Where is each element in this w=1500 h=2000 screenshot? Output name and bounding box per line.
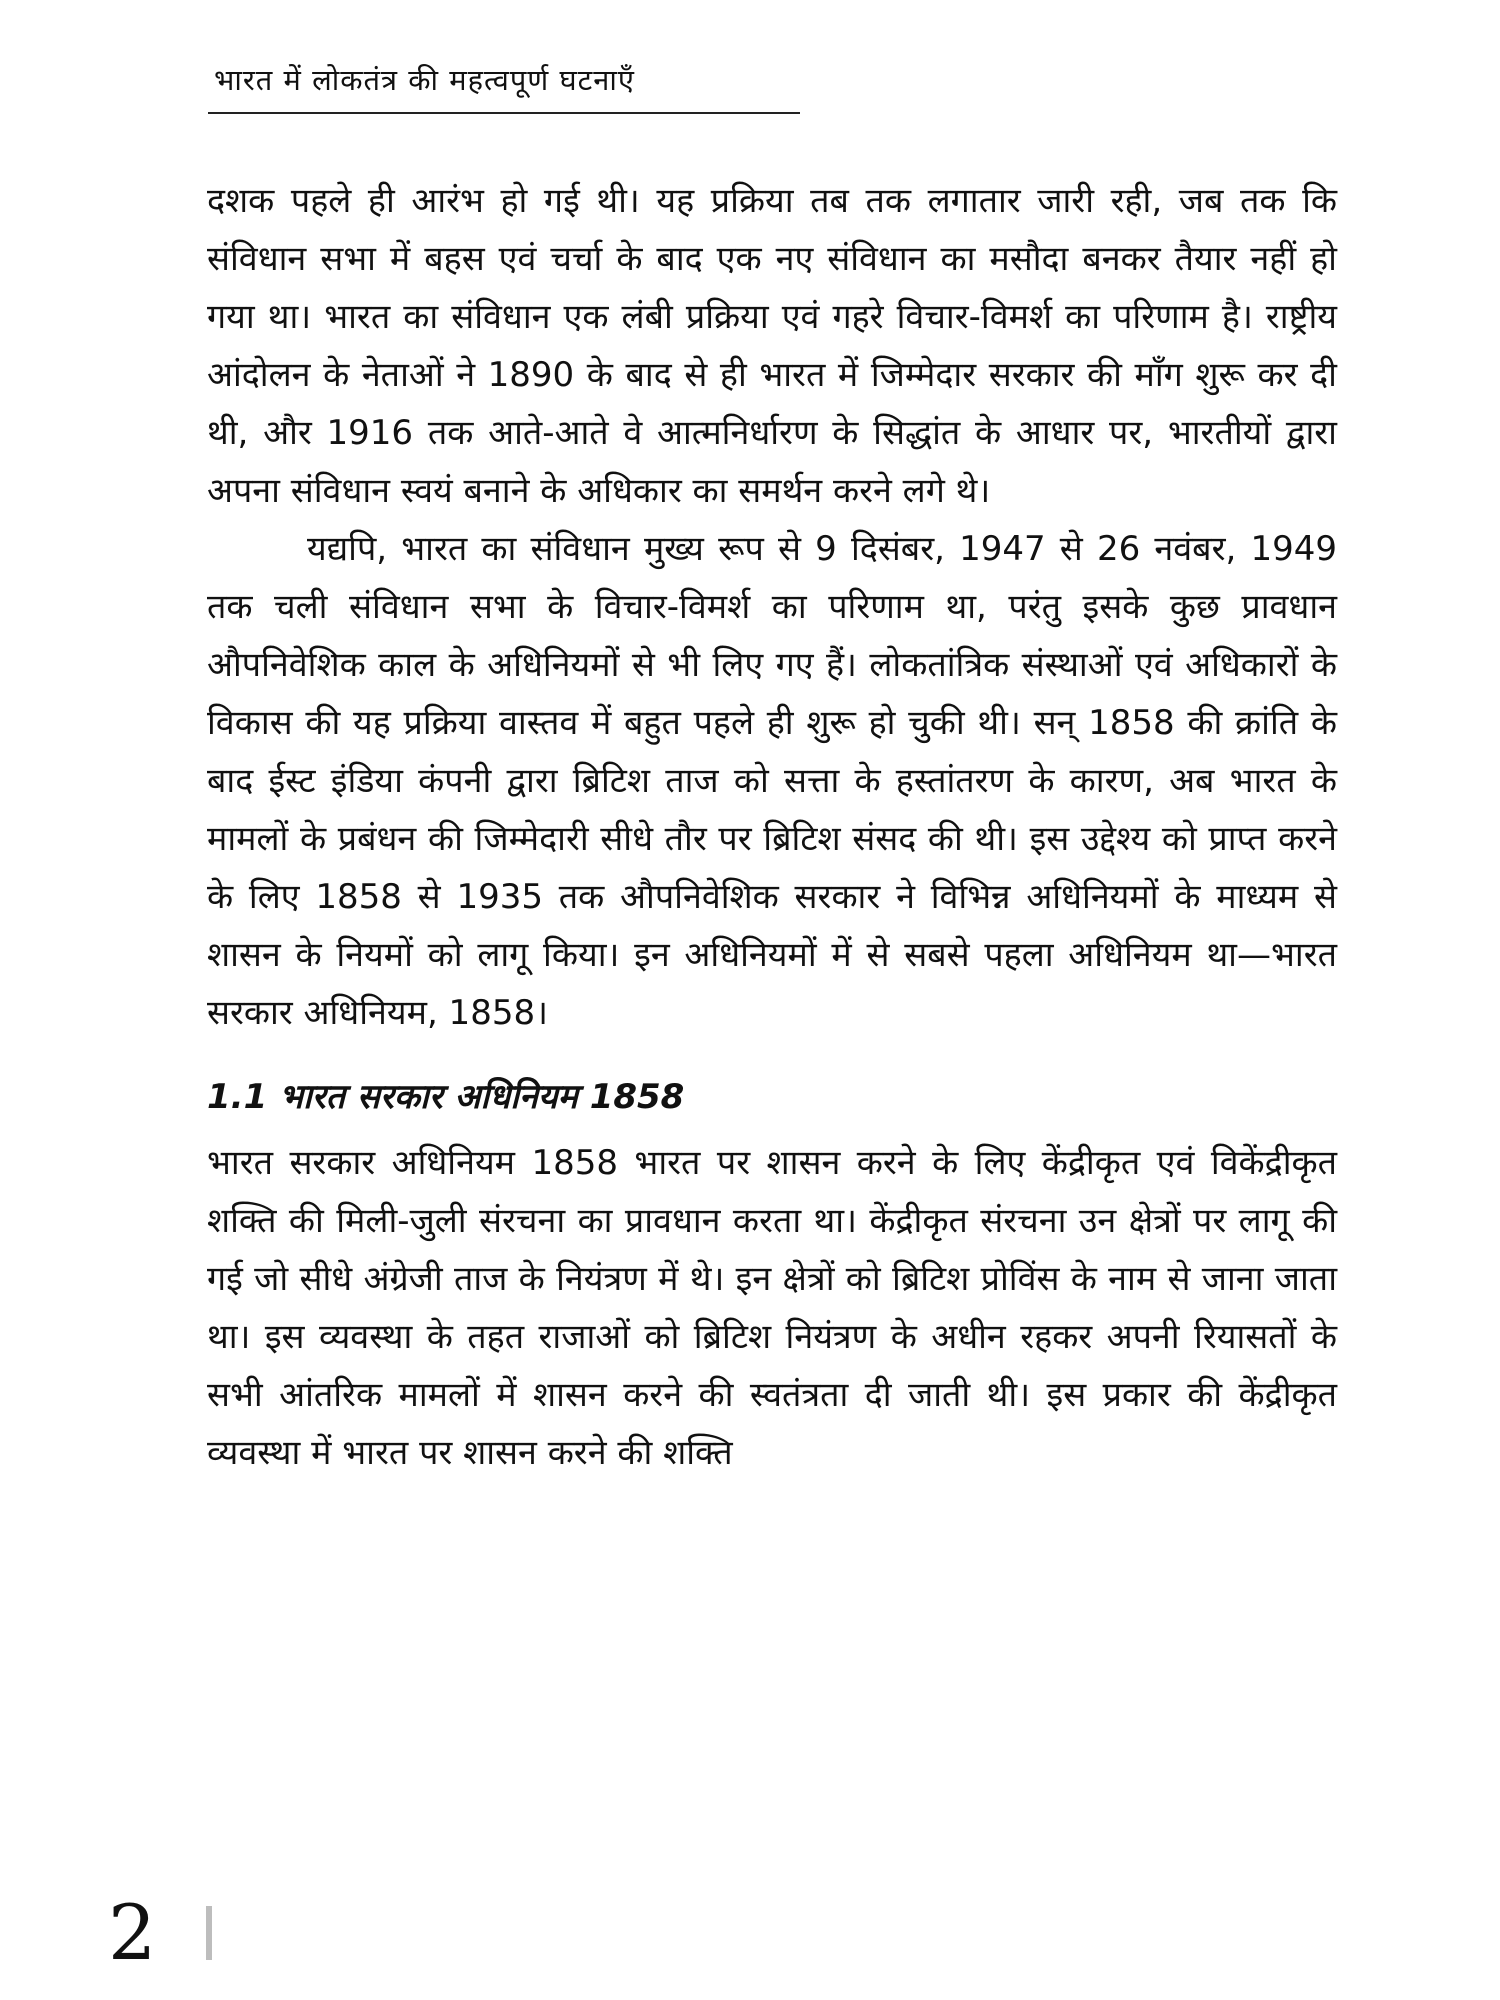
running-header-title: भारत में लोकतंत्र की महत्वपूर्ण घटनाएँ	[214, 63, 635, 97]
running-header	[208, 52, 800, 114]
body-paragraph-2: यद्यपि, भारत का संविधान मुख्य रूप से 9 दिसंबर, 1947 से 26 नवंबर, 1949 तक चली संविधान सभा के विचार-विमर्श का परिणाम था, परंतु इसके कुछ प्रावधान औपनिवेशिक काल के अधिनियमों से भी लिए गए हैं। लोकतांत्रिक संस्थाओं एवं अधिकारों के विकास की यह प्रक्रिया वास्तव में बहुत पहले ही शुरू हो चुकी थी। सन् 1858 की क्रांति के बाद ईस्ट इंडिया कंपनी द्वारा ब्रिटिश ताज को सत्ता के हस्तांतरण के कारण, अब भारत के मामलों के प्रबंधन की जिम्मेदारी सीधे तौर पर ब्रिटिश संसद की थी। इस उद्देश्य को प्राप्त करने के लिए 1858 से 1935 तक औपनिवेशिक सरकार ने विभिन्न अधिनियमों के माध्यम से शासन के नियमों को लागू किया। इन अधिनियमों में से सबसे पहला अधिनियम था—भारत सरकार अधिनियम, 1858।	[207, 529, 1337, 1033]
page-body	[207, 172, 1337, 1482]
body-paragraph-3: भारत सरकार अधिनियम 1858 भारत पर शासन करने के लिए केंद्रीकृत एवं विकेंद्रीकृत शक्ति की मिली-जुली संरचना का प्रावधान करता था। केंद्रीकृत संरचना उन क्षेत्रों पर लागू की गई जो सीधे अंग्रेजी ताज के नियंत्रण में थे। इन क्षेत्रों को ब्रिटिश प्रोविंस के नाम से जाना जाता था। इस व्यवस्था के तहत राजाओं को ब्रिटिश नियंत्रण के अधीन रहकर अपनी रियासतों के सभी आंतरिक मामलों में शासन करने की स्वतंत्रता दी जाती थी। इस प्रकार की केंद्रीकृत व्यवस्था में भारत पर शासन करने की शक्ति	[207, 1143, 1337, 1473]
page-number: 2	[108, 1888, 157, 1977]
page-edge-marker	[206, 1906, 212, 1960]
section-heading: 1.1 भारत सरकार अधिनियम 1858	[207, 1077, 685, 1117]
body-paragraph-1: दशक पहले ही आरंभ हो गई थी। यह प्रक्रिया तब तक लगातार जारी रही, जब तक कि संविधान सभा में बहस एवं चर्चा के बाद एक नए संविधान का मसौदा बनकर तैयार नहीं हो गया था। भारत का संविधान एक लंबी प्रक्रिया एवं गहरे विचार-विमर्श का परिणाम है। राष्ट्रीय आंदोलन के नेताओं ने 1890 के बाद से ही भारत में जिम्मेदार सरकार की माँग शुरू कर दी थी, और 1916 तक आते-आते वे आत्मनिर्धारण के सिद्धांत के आधार पर, भारतीयों द्वारा अपना संविधान स्वयं बनाने के अधिकार का समर्थन करने लगे थे।	[207, 181, 1337, 511]
